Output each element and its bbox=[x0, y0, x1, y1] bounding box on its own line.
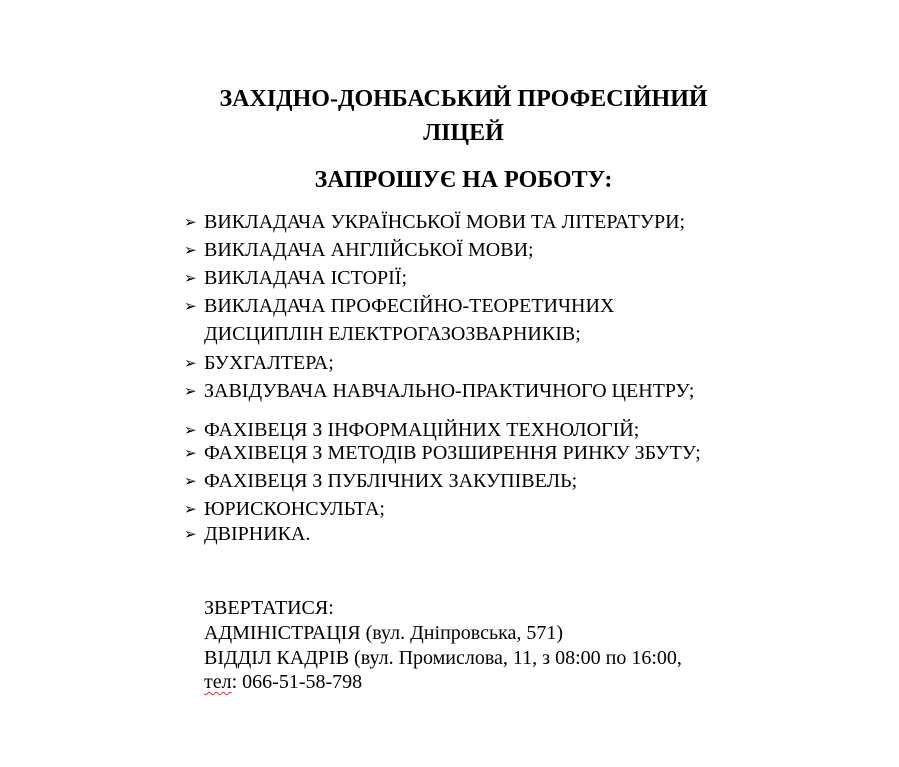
vacancy-text: ЗАВІДУВАЧА НАВЧАЛЬНО-ПРАКТИЧНОГО ЦЕНТРУ; bbox=[204, 380, 695, 402]
arrow-bullet-icon: ➢ bbox=[184, 500, 197, 518]
contact-hr-department: ВІДДІЛ КАДРІВ (вул. Промислова, 11, з 08:00 по 16:00, bbox=[204, 647, 682, 669]
arrow-bullet-icon: ➢ bbox=[184, 421, 197, 439]
vacancy-item bbox=[184, 236, 534, 264]
contact-heading: ЗВЕРТАТИСЯ: bbox=[204, 597, 334, 619]
page-title-line-2: ЛІЦЕЙ bbox=[423, 120, 504, 146]
vacancy-item bbox=[184, 439, 701, 467]
vacancy-item bbox=[184, 467, 577, 495]
vacancy-text: ВИКЛАДАЧА АНГЛІЙСЬКОЇ МОВИ; bbox=[204, 239, 534, 261]
vacancy-item bbox=[184, 264, 407, 292]
vacancy-item bbox=[184, 208, 685, 236]
vacancy-text: ЮРИСКОНСУЛЬТА; bbox=[204, 498, 385, 520]
vacancy-text-continuation: ДИСЦИПЛІН ЕЛЕКТРОГАЗОЗВАРНИКІВ; bbox=[204, 323, 581, 345]
vacancy-text: ДВІРНИКА. bbox=[204, 523, 311, 545]
arrow-bullet-icon: ➢ bbox=[184, 297, 197, 315]
vacancy-text: ФАХІВЕЦЯ З МЕТОДІВ РОЗШИРЕННЯ РИНКУ ЗБУТУ; bbox=[204, 442, 701, 464]
arrow-bullet-icon: ➢ bbox=[184, 269, 197, 287]
arrow-bullet-icon: ➢ bbox=[184, 354, 197, 372]
arrow-bullet-icon: ➢ bbox=[184, 472, 197, 490]
page-subtitle: ЗАПРОШУЄ НА РОБОТУ: bbox=[314, 167, 613, 193]
page-title-line-1: ЗАХІДНО-ДОНБАСЬКИЙ ПРОФЕСІЙНИЙ bbox=[219, 86, 708, 112]
vacancy-text: БУХГАЛТЕРА; bbox=[204, 352, 334, 374]
vacancy-text: ВИКЛАДАЧА ІСТОРІЇ; bbox=[204, 267, 408, 289]
arrow-bullet-icon: ➢ bbox=[184, 241, 197, 259]
vacancy-text: ФАХІВЕЦЯ З ІНФОРМАЦІЙНИХ ТЕХНОЛОГІЙ; bbox=[204, 419, 640, 441]
arrow-bullet-icon: ➢ bbox=[184, 382, 197, 400]
vacancy-text: ФАХІВЕЦЯ З ПУБЛІЧНИХ ЗАКУПІВЕЛЬ; bbox=[204, 470, 578, 492]
vacancy-item bbox=[184, 520, 310, 548]
contact-administration: АДМІНІСТРАЦІЯ (вул. Дніпровська, 571) bbox=[204, 622, 564, 644]
vacancy-item bbox=[184, 292, 614, 320]
phone-label: тел bbox=[204, 671, 232, 693]
arrow-bullet-icon: ➢ bbox=[184, 525, 197, 543]
phone-value: : 066-51-58-798 bbox=[231, 671, 363, 693]
vacancy-item bbox=[184, 377, 694, 405]
contact-phone bbox=[204, 668, 362, 696]
arrow-bullet-icon: ➢ bbox=[184, 213, 197, 231]
vacancy-item bbox=[184, 495, 385, 523]
vacancy-text: ВИКЛАДАЧА УКРАЇНСЬКОЇ МОВИ ТА ЛІТЕРАТУРИ; bbox=[204, 211, 686, 233]
vacancy-item bbox=[184, 349, 334, 377]
vacancy-text: ВИКЛАДАЧА ПРОФЕСІЙНО-ТЕОРЕТИЧНИХ bbox=[204, 295, 615, 317]
arrow-bullet-icon: ➢ bbox=[184, 444, 197, 462]
